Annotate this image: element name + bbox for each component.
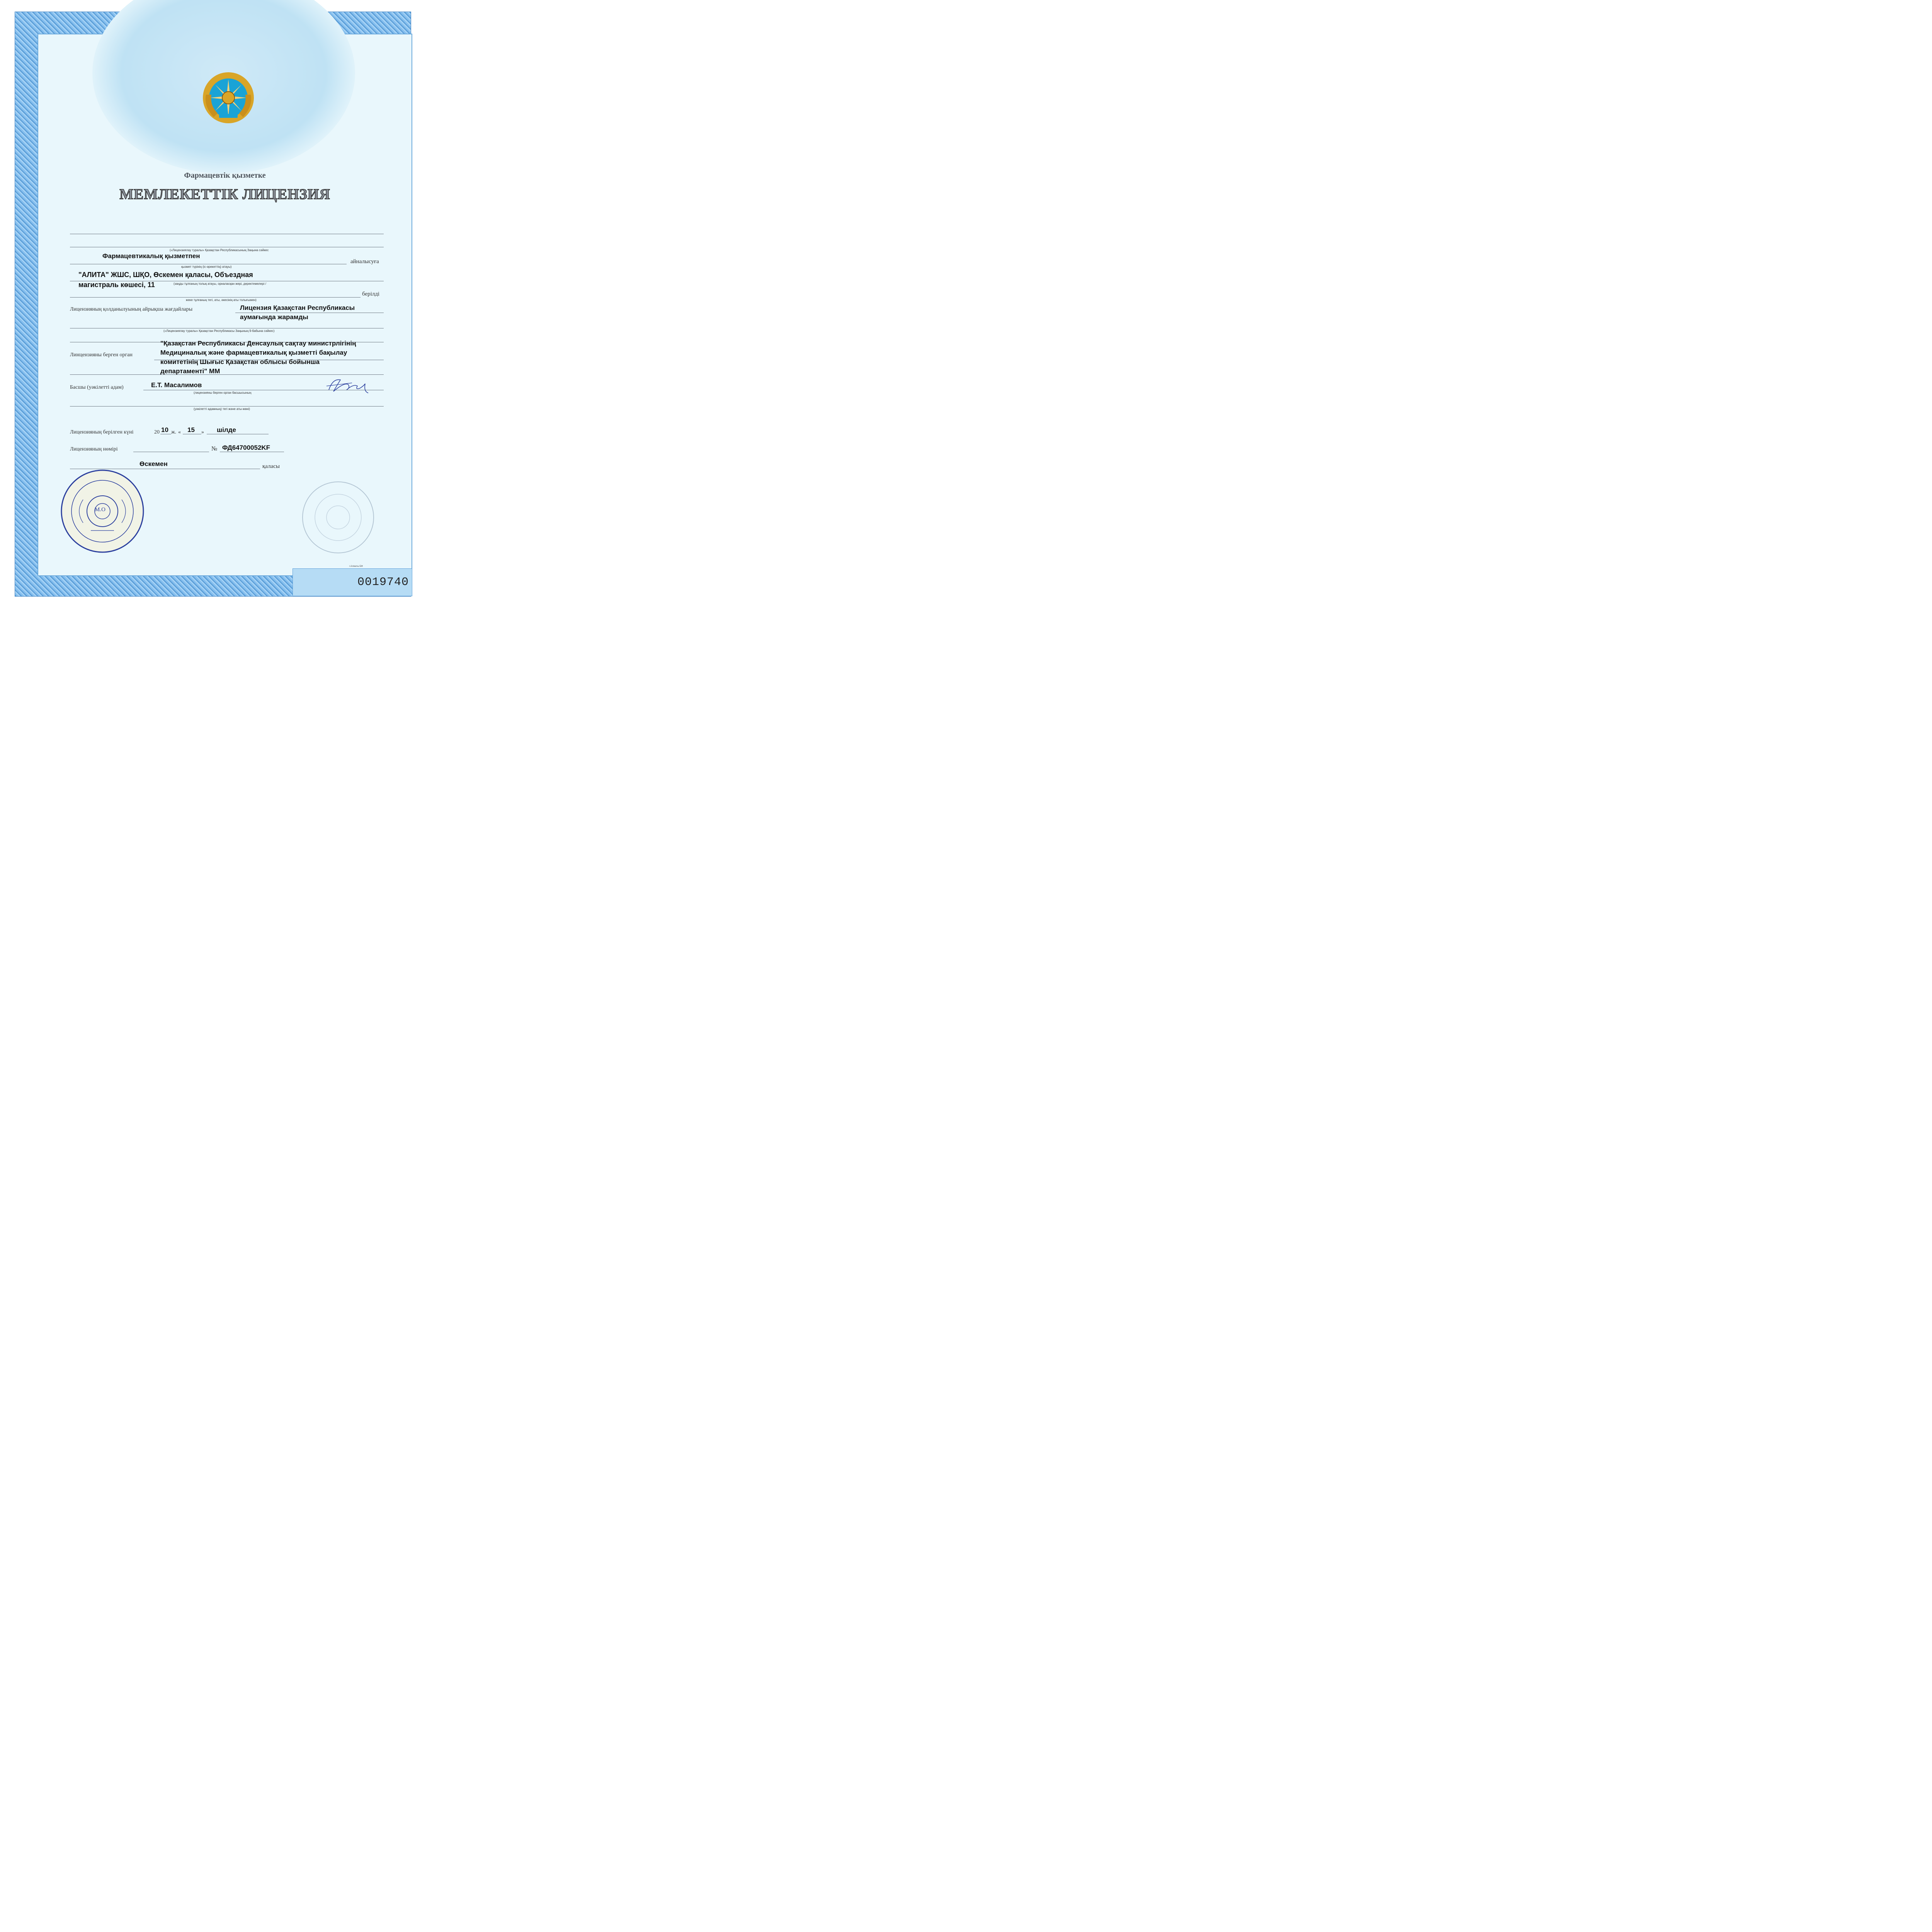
licensee-line-2: магистраль көшесі, 11 xyxy=(78,281,155,289)
head-caption-1: (лицензияны берген орган басшысының xyxy=(194,391,252,395)
issuer-line-2: Медициналық және фармацевтикалық қызметті бақылау xyxy=(160,349,347,356)
license-subtitle: Фармацевтік қызметке xyxy=(184,171,266,180)
city-value: Өскемен xyxy=(139,460,168,468)
conditions-label: Лицензияның қолданылуының айрықша жағдайлары xyxy=(70,306,193,312)
license-title: МЕМЛЕКЕТТІК ЛИЦЕНЗИЯ xyxy=(119,186,330,202)
issuer-line-1: "Қазақстан Республикасы Денсаулық сақтау министрлігінің xyxy=(160,340,356,347)
number-label: Лицензияның нөмірі xyxy=(70,446,118,452)
conditions-line-2: аумағында жарамды xyxy=(240,313,308,321)
date-open-quote: « xyxy=(178,429,181,435)
seal-mark: М.О xyxy=(95,507,105,513)
guilloche-border xyxy=(15,12,411,597)
activity-caption: қызмет түрінің (іс-әрекеттің) атауы) xyxy=(181,265,232,269)
city-suffix: қаласы xyxy=(262,463,280,469)
certificate-body xyxy=(37,34,412,589)
head-value: Е.Т. Масалимов xyxy=(151,381,202,389)
licensee-suffix: берілді xyxy=(362,291,380,297)
serial-number: 0019740 xyxy=(357,576,409,589)
number-sign: № xyxy=(211,446,218,452)
faint-seal-icon xyxy=(299,479,377,556)
date-year: 10 xyxy=(161,426,168,434)
date-month: шілде xyxy=(217,426,236,434)
date-day: 15 xyxy=(187,426,195,434)
issuer-label: Линцензияны берген орган xyxy=(70,352,133,358)
number-value: ФД64700052KF xyxy=(222,444,270,451)
issuer-line-3: комитетінің Шығыс Қазақстан облысы бойынша xyxy=(160,358,320,366)
signature-icon xyxy=(325,374,375,398)
date-close-quote: » xyxy=(201,429,204,435)
license-page xyxy=(0,0,438,602)
law-caption: («Лицензиялау туралы» Қазақстан Республикасының Заңына сәйкес xyxy=(170,248,269,252)
printer-mark: г.Алматы БФ xyxy=(349,565,363,568)
issuer-line-4: департаменті" ММ xyxy=(160,367,220,375)
licensee-line-b xyxy=(70,297,361,298)
head-label: Басшы (уәкілетті адам) xyxy=(70,384,124,390)
conditions-line-1: Лицензия Қазақстан Республикасы xyxy=(240,304,355,311)
licensee-caption-1: (заңды тұлғаның толық атауы, орналасқан жері, деректемелері / xyxy=(173,282,266,286)
serial-box xyxy=(293,568,412,596)
date-century: 20 xyxy=(154,429,160,435)
conditions-caption: («Лицензиялау туралы» Қазақстан Республикасы Заңының 9-бабына сәйкес) xyxy=(163,329,275,333)
activity-suffix: айналысуға xyxy=(350,259,379,265)
head-caption-2: (уәкілетті адамның) тегі және аты-жөні) xyxy=(194,407,250,411)
state-emblem-icon xyxy=(202,71,255,124)
activity-value: Фармацевтикалық қызметпен xyxy=(102,252,200,260)
licensee-caption-2: жеке тұлғаның тегі, аты, әкесінің аты толығымен) xyxy=(186,298,257,302)
licensee-line-1: "АЛИТА" ЖШС, ШҚО, Өскемен қаласы, Объездная xyxy=(78,271,253,279)
date-label: Лицензияның берілген күні xyxy=(70,429,134,435)
date-year-suffix: ж. xyxy=(171,429,177,435)
